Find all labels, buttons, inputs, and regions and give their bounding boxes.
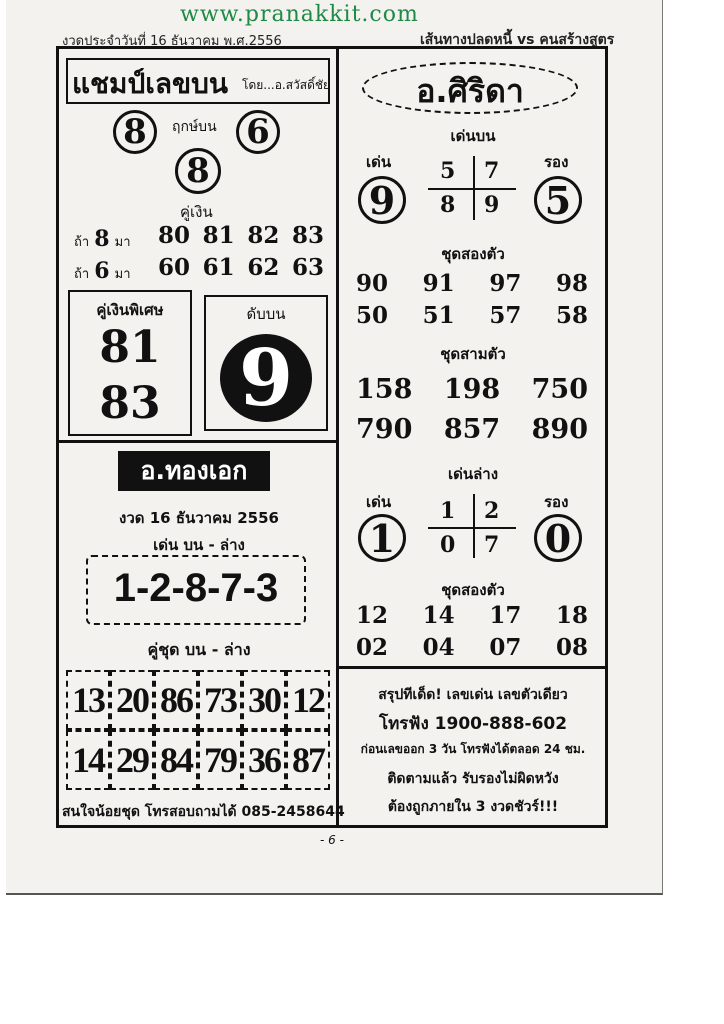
pair-value: 61 — [202, 254, 235, 281]
thong-title: อ.ทองเอก — [118, 451, 270, 491]
pair-value: 60 — [158, 254, 191, 281]
top-three-row — [356, 414, 588, 445]
right-section-divider — [338, 666, 608, 669]
grid-cell: 73 — [198, 670, 242, 730]
top-digit-label: ดับบน — [246, 305, 286, 323]
left-section-divider — [56, 440, 338, 443]
bottom-second-circle: 0 — [534, 514, 582, 562]
pair-values — [158, 222, 324, 249]
top-lead-tag: เด่น — [366, 153, 392, 171]
column-divider — [336, 46, 339, 828]
pair-prefix: ถ้า — [74, 267, 90, 282]
special-pair-value: 83 — [99, 378, 161, 429]
promo-line: ติดตามแล้ว รับรองไม่ผิดหวัง — [387, 771, 559, 787]
two-digit-value: 51 — [422, 302, 455, 329]
top-lead-label: เด่นบน — [450, 127, 496, 145]
lucky-left-circle: 8 — [113, 110, 157, 154]
top-two-row — [356, 302, 588, 329]
bottom-cross-hline — [428, 527, 516, 529]
two-digit-value: 90 — [356, 270, 389, 297]
pair-value: 81 — [202, 222, 235, 249]
bottom-cross-vline — [473, 494, 475, 558]
pair-value: 80 — [158, 222, 191, 249]
two-digit-value: 14 — [422, 602, 455, 629]
grid-cell: 79 — [198, 730, 242, 790]
grid-cell: 12 — [286, 670, 330, 730]
top-second-circle: 5 — [534, 176, 582, 224]
three-digit-value: 750 — [531, 374, 588, 405]
pair-set-grid — [66, 670, 330, 790]
pair-values — [158, 254, 324, 281]
bottom-lead-tag: เด่น — [366, 493, 392, 511]
pair-value: 63 — [291, 254, 324, 281]
special-pair-value: 81 — [99, 322, 161, 373]
bottom-lead-circle: 1 — [358, 514, 406, 562]
two-digit-value: 18 — [555, 602, 588, 629]
grid-cell: 30 — [242, 670, 286, 730]
top-cross-hline — [428, 188, 516, 190]
promo-line: ต้องถูกภายใน 3 งวดชัวร์!!! — [387, 799, 559, 815]
pair-value: 83 — [291, 222, 324, 249]
two-digit-value: 91 — [422, 270, 455, 297]
two-digit-value: 57 — [489, 302, 522, 329]
two-digit-value: 12 — [356, 602, 389, 629]
pair-prefix: ถ้า — [74, 235, 90, 250]
bottom-cross-digit: 2 — [484, 498, 500, 524]
lucky-bottom-circle: 8 — [175, 148, 221, 194]
top-cross-digit: 8 — [440, 192, 456, 218]
grid-cell: 36 — [242, 730, 286, 790]
thong-date: งวด 16 ธันวาคม 2556 — [119, 509, 279, 527]
three-digit-value: 198 — [443, 374, 501, 405]
pair-digit: 8 — [94, 226, 110, 252]
two-digit-value: 50 — [356, 302, 389, 329]
two-digit-value: 07 — [489, 634, 522, 661]
pair-value: 82 — [247, 222, 280, 249]
grid-cell: 84 — [154, 730, 198, 790]
grid-cell: 29 — [110, 730, 154, 790]
top-three-label: ชุดสามตัว — [440, 345, 506, 363]
three-digit-value: 158 — [356, 374, 413, 405]
two-digit-value: 58 — [555, 302, 588, 329]
two-digit-value: 02 — [356, 634, 389, 661]
top-second-tag: รอง — [544, 153, 569, 171]
two-digit-value: 17 — [489, 602, 522, 629]
top-two-label: ชุดสองตัว — [441, 245, 505, 263]
bottom-cross-digit: 1 — [440, 498, 456, 524]
bottom-cross-digit: 7 — [484, 532, 500, 558]
thong-footer: สนใจน้อยชุด โทรสอบถามได้ 085-2458644 — [62, 804, 345, 820]
pair-suffix: มา — [114, 235, 131, 250]
pair-value: 62 — [247, 254, 280, 281]
champ-title: แชมป์เลขบน — [72, 67, 229, 100]
thong-lead-label: เด่น บน - ล่าง — [153, 536, 245, 554]
special-pairs-label: คู่เงินพิเศษ — [96, 301, 164, 319]
lead-numbers: 1-2-8-7-3 — [113, 566, 279, 610]
grid-cell: 13 — [66, 670, 110, 730]
page-number: - 6 - — [320, 833, 344, 847]
bottom-two-row — [356, 634, 588, 661]
top-digit-value: 9 — [220, 334, 312, 422]
promo-phone: โทรฟัง 1900-888-602 — [378, 714, 568, 734]
pair-suffix: มา — [114, 267, 131, 282]
bottom-two-label: ชุดสองตัว — [441, 581, 505, 599]
bottom-two-row — [356, 602, 588, 629]
top-cross-digit: 7 — [484, 158, 500, 184]
header-title: เส้นทางปลดหนี้ vs คนสร้างสูตร — [420, 32, 615, 48]
grid-cell: 86 — [154, 670, 198, 730]
pairs-label: คู่เงิน — [180, 203, 213, 221]
bottom-second-tag: รอง — [544, 493, 569, 511]
promo-line: ก่อนเลขออก 3 วัน โทรฟังได้ตลอด 24 ชม. — [360, 742, 586, 756]
two-digit-value: 04 — [422, 634, 455, 661]
top-two-row — [356, 270, 588, 297]
bottom-cross-digit: 0 — [440, 532, 456, 558]
two-digit-value: 98 — [555, 270, 588, 297]
header-date: งวดประจำวันที่ 16 ธันวาคม พ.ศ.2556 — [62, 34, 282, 49]
three-digit-value: 857 — [443, 414, 501, 445]
three-digit-value: 790 — [356, 414, 413, 445]
lucky-right-circle: 6 — [236, 110, 280, 154]
sirida-title: อ.ศิริดา — [416, 72, 524, 110]
grid-cell: 14 — [66, 730, 110, 790]
promo-line: สรุปทีเด็ด! เลขเด่น เลขตัวเดียว — [378, 687, 568, 703]
top-three-row — [356, 374, 588, 405]
grid-cell: 20 — [110, 670, 154, 730]
three-digit-value: 890 — [531, 414, 588, 445]
top-cross-digit: 5 — [440, 158, 456, 184]
watermark: www.pranakkit.com — [180, 2, 419, 27]
two-digit-value: 97 — [489, 270, 522, 297]
grid-cell: 87 — [286, 730, 330, 790]
lucky-label: ฤกษ์บน — [172, 119, 217, 135]
top-lead-circle: 9 — [358, 176, 406, 224]
two-digit-value: 08 — [555, 634, 588, 661]
pair-digit: 6 — [94, 258, 110, 284]
top-cross-digit: 9 — [484, 192, 500, 218]
thong-set-label: คู่ชุด บน - ล่าง — [147, 640, 251, 659]
champ-author: โดย...อ.สวัสดิ์ชัย — [242, 78, 331, 92]
bottom-lead-label: เด่นล่าง — [447, 465, 499, 483]
